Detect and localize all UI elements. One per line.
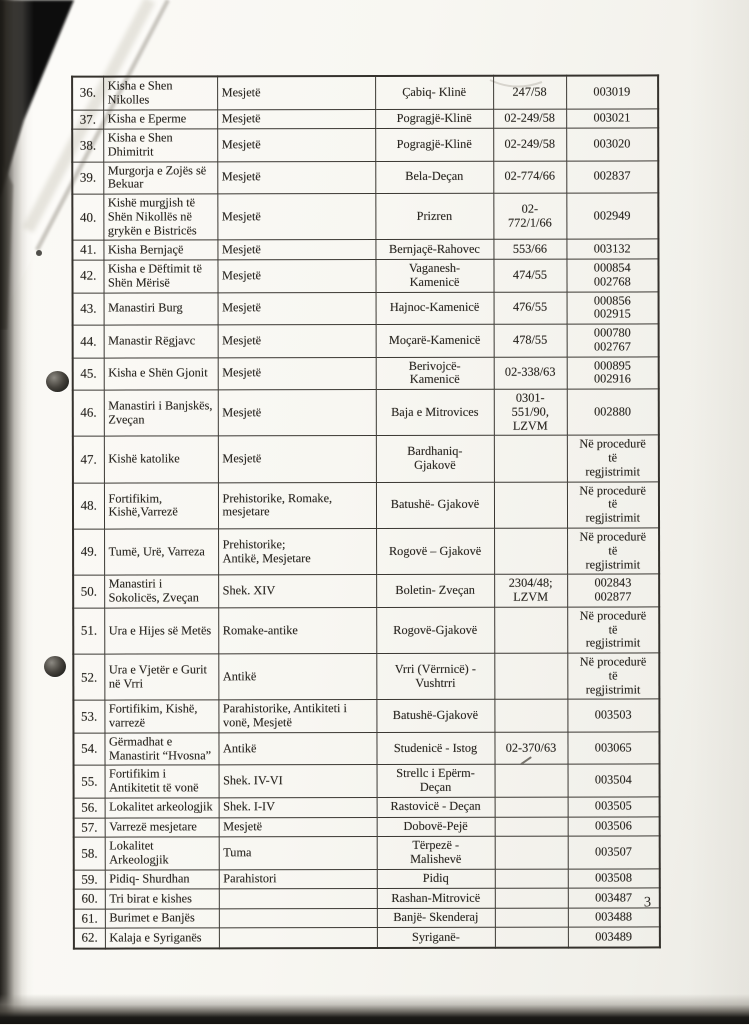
cell-location: Strellc i Epërm- Deçan bbox=[377, 765, 495, 798]
cell-id: 002843 002877 bbox=[567, 574, 659, 607]
cell-id: 003508 bbox=[568, 869, 660, 889]
cell-ref: 02-338/63 bbox=[494, 357, 567, 390]
table-row bbox=[73, 607, 659, 655]
cell-no: 42. bbox=[72, 260, 103, 293]
cell-period: Parahistorike, Antikiteti i vonë, Mesjetë bbox=[218, 700, 376, 733]
cell-ref: 478/55 bbox=[494, 324, 567, 357]
cell-ref bbox=[494, 653, 567, 699]
cell-ref: 02-249/58 bbox=[493, 128, 566, 161]
cell-name: Manastiri Burg bbox=[104, 292, 218, 325]
cell-no: 60. bbox=[74, 889, 105, 909]
cell-ref bbox=[495, 927, 568, 947]
cell-id: 003506 bbox=[568, 816, 660, 836]
cell-no: 44. bbox=[73, 325, 104, 358]
cell-location: Studenicë - Istog bbox=[376, 732, 494, 765]
cell-id: 002837 bbox=[566, 161, 658, 194]
cell-name: Pidiq- Shurdhan bbox=[105, 869, 219, 889]
cell-location: Rogovë – Gjakovë bbox=[376, 528, 494, 575]
table-row bbox=[73, 574, 659, 608]
cell-period: Mesjetë bbox=[218, 325, 376, 358]
cell-location: Batushë- Gjakovë bbox=[376, 482, 494, 529]
cell-period: Mesjetë bbox=[218, 390, 376, 437]
table-row bbox=[73, 653, 659, 701]
cell-id: Në procedurë të regjistrimit bbox=[567, 653, 659, 699]
cell-name: Tri birat e kishes bbox=[105, 889, 219, 909]
cell-id: 000854 002768 bbox=[566, 259, 658, 292]
cell-ref bbox=[494, 700, 567, 733]
table-row bbox=[74, 869, 660, 890]
cell-name: Gërmadhat e Manastirit “Hvosna” bbox=[104, 733, 218, 766]
cell-id: Në procedurë të regjistrimit bbox=[567, 482, 659, 528]
cell-no: 59. bbox=[74, 870, 105, 890]
table-row bbox=[73, 324, 659, 358]
cell-name: Ura e Hijes së Metës bbox=[104, 608, 218, 655]
cell-no: 50. bbox=[73, 575, 104, 608]
cell-id: 003504 bbox=[568, 764, 660, 797]
cell-period: Mesjetë bbox=[218, 292, 376, 325]
table-row bbox=[73, 389, 659, 437]
cell-location: Pogragjë-Klinë bbox=[375, 128, 493, 161]
table-row bbox=[74, 888, 660, 909]
cell-ref bbox=[495, 908, 568, 928]
cell-period: Prehistorike; Antikë, Mesjetare bbox=[218, 528, 376, 575]
table-row bbox=[72, 108, 658, 129]
cell-no: 47. bbox=[73, 436, 104, 482]
cell-no: 46. bbox=[73, 390, 104, 436]
cell-name: Kisha e Shën Gjonit bbox=[104, 357, 218, 390]
cell-location: Hajnoc-Kamenicë bbox=[376, 292, 494, 325]
cell-period: Mesjetë bbox=[217, 129, 375, 162]
cell-period: Shek. IV-VI bbox=[219, 765, 377, 798]
cell-ref: 476/55 bbox=[494, 292, 567, 325]
cell-no: 57. bbox=[74, 818, 105, 838]
cell-ref bbox=[495, 888, 568, 908]
cell-no: 55. bbox=[74, 766, 105, 799]
cell-name: Burimet e Banjës bbox=[105, 909, 219, 929]
cell-ref: 0301- 551/90, LZVM bbox=[494, 389, 567, 435]
table-row bbox=[73, 699, 659, 733]
cell-period: Mesjetë bbox=[217, 109, 375, 129]
cell-location: Moçarë-Kamenicë bbox=[376, 324, 494, 357]
cell-period: Antikë bbox=[218, 732, 376, 765]
cell-location: Banjë- Skenderaj bbox=[377, 908, 495, 928]
cell-no: 52. bbox=[73, 654, 104, 700]
cell-ref bbox=[494, 607, 567, 653]
cell-location: Vaganesh- Kamenicë bbox=[375, 259, 493, 292]
cell-name: Kishë murgjish të Shën Nikollës në grykën e Bistricës bbox=[103, 194, 217, 241]
cell-name: Fortifikim, Kishë,Varrezë bbox=[104, 483, 218, 530]
cell-period: Tuma bbox=[219, 837, 377, 870]
pen-mark bbox=[520, 757, 532, 765]
cell-name: Tumë, Urë, Varreza bbox=[104, 529, 218, 576]
cell-id: Në procedurë të regjistrimit bbox=[567, 528, 659, 574]
cell-location: Pogragjë-Klinë bbox=[375, 109, 493, 129]
cell-name: Manastiri i Banjskës, Zveçan bbox=[104, 390, 218, 437]
cell-name: Kisha e Shen Nikolles bbox=[103, 76, 217, 109]
table-row bbox=[74, 797, 660, 818]
cell-id: 000895 002916 bbox=[567, 356, 659, 389]
cell-no: 41. bbox=[72, 241, 103, 261]
cell-id: 000780 002767 bbox=[567, 324, 659, 357]
page-number: 3 bbox=[643, 894, 652, 911]
cell-location: Bela-Deçan bbox=[375, 161, 493, 194]
cell-id: 003507 bbox=[568, 836, 660, 869]
cell-no: 37. bbox=[72, 110, 103, 130]
table-row bbox=[74, 764, 660, 798]
cell-ref bbox=[494, 436, 567, 482]
table-row bbox=[74, 927, 660, 948]
table-row bbox=[74, 816, 660, 837]
cell-period: Mesjetë bbox=[217, 161, 375, 194]
table-row bbox=[73, 732, 659, 766]
monuments-table bbox=[71, 74, 661, 949]
cell-period: Mesjetë bbox=[219, 817, 377, 837]
table-row bbox=[74, 908, 660, 929]
cell-no: 39. bbox=[72, 162, 103, 195]
cell-no: 36. bbox=[72, 77, 103, 110]
monuments-table-body bbox=[72, 75, 660, 948]
cell-location: Boletin- Zveçan bbox=[376, 575, 494, 608]
cell-period bbox=[219, 889, 377, 909]
cell-id: 003505 bbox=[568, 797, 660, 817]
cell-ref bbox=[494, 528, 567, 574]
cell-location: Rashan-Mitrovicë bbox=[377, 888, 495, 908]
cell-name: Kisha e Dëftimit të Shën Mërisë bbox=[103, 260, 217, 293]
cell-ref bbox=[495, 765, 568, 798]
table-row bbox=[72, 75, 658, 109]
cell-period: Parahistori bbox=[219, 869, 377, 889]
cell-name: Lokalitet arkeologjik bbox=[105, 798, 219, 818]
cell-location: Berivojcë- Kamenicë bbox=[376, 357, 494, 390]
cell-id: 003487 bbox=[568, 888, 660, 908]
cell-no: 40. bbox=[72, 194, 103, 240]
cell-no: 54. bbox=[73, 733, 104, 766]
table-row bbox=[73, 528, 659, 576]
cell-id: 003065 bbox=[567, 732, 659, 765]
cell-period: Shek. I-IV bbox=[219, 798, 377, 818]
cell-location: Tërpezë - Malishevë bbox=[377, 836, 495, 869]
cell-period: Mesjetë bbox=[217, 240, 375, 260]
cell-id: 003021 bbox=[566, 108, 658, 128]
table-row bbox=[72, 239, 658, 260]
cell-no: 43. bbox=[73, 293, 104, 326]
cell-name: Kalaja e Syriganës bbox=[105, 928, 219, 948]
cell-name: Kishë katolike bbox=[104, 436, 218, 483]
table-row bbox=[72, 193, 658, 241]
cell-location: Syriganë- bbox=[377, 928, 495, 948]
table-row bbox=[73, 356, 659, 390]
cell-name: Kisha e Shen Dhimitrit bbox=[103, 129, 217, 162]
cell-no: 48. bbox=[73, 483, 104, 529]
cell-name: Kisha Bernjaçë bbox=[103, 240, 217, 260]
cell-name: Lokalitet Arkeologjik bbox=[105, 837, 219, 870]
cell-no: 56. bbox=[74, 798, 105, 818]
cell-ref bbox=[495, 797, 568, 817]
cell-period bbox=[219, 928, 377, 948]
cell-name: Manastiri i Sokolicës, Zveçan bbox=[104, 575, 218, 608]
cell-period: Mesjetë bbox=[218, 436, 376, 483]
cell-id: Në procedurë të regjistrimit bbox=[567, 607, 659, 653]
cell-name: Murgorja e Zojës së Bekuar bbox=[103, 161, 217, 194]
cell-location: Dobovë-Pejë bbox=[377, 817, 495, 837]
cell-id: Në procedurë të regjistrimit bbox=[567, 435, 659, 481]
cell-period bbox=[219, 908, 377, 928]
cell-ref: 02- 772/1/66 bbox=[493, 193, 566, 239]
cell-period: Antikë bbox=[218, 654, 376, 701]
cell-id: 003132 bbox=[566, 239, 658, 259]
cell-ref bbox=[495, 869, 568, 889]
table-row bbox=[73, 291, 659, 325]
cell-location: Prizren bbox=[375, 193, 493, 240]
cell-no: 61. bbox=[74, 909, 105, 929]
cell-period: Mesjetë bbox=[217, 259, 375, 292]
cell-name: Fortifikim i Antikitetit të vonë bbox=[105, 765, 219, 798]
cell-id: 003020 bbox=[566, 128, 658, 161]
cell-location: Bardhaniq- Gjakovë bbox=[376, 436, 494, 483]
cell-ref: 02-249/58 bbox=[493, 109, 566, 129]
table-row bbox=[74, 836, 660, 870]
cell-ref: 02-774/66 bbox=[493, 161, 566, 194]
cell-location: Rogovë-Gjakovë bbox=[376, 607, 494, 654]
cell-id: 003503 bbox=[567, 699, 659, 732]
cell-location: Batushë-Gjakovë bbox=[376, 700, 494, 733]
cell-ref: 02-370/63 bbox=[494, 732, 567, 765]
cell-location: Rastovicë - Deçan bbox=[377, 797, 495, 817]
cell-no: 51. bbox=[73, 608, 104, 654]
cell-no: 45. bbox=[73, 358, 104, 391]
cell-no: 58. bbox=[74, 837, 105, 870]
cell-id: 003019 bbox=[566, 75, 658, 108]
cell-no: 53. bbox=[73, 700, 104, 733]
cell-period: Romake-antike bbox=[218, 607, 376, 654]
cell-name: Fortifikim, Kishë, varrezë bbox=[104, 700, 218, 733]
cell-ref: 247/58 bbox=[493, 76, 566, 109]
cell-location: Baja e Mitrovices bbox=[376, 389, 494, 436]
cell-ref: 2304/48; LZVM bbox=[494, 574, 567, 607]
cell-name: Kisha e Eperme bbox=[103, 109, 217, 129]
cell-no: 62. bbox=[74, 928, 105, 948]
cell-period: Prehistorike, Romake, mesjetare bbox=[218, 482, 376, 529]
cell-id: 003488 bbox=[568, 908, 660, 928]
cell-id: 002949 bbox=[566, 193, 658, 239]
cell-name: Varrezë mesjetare bbox=[105, 817, 219, 837]
cell-location: Vrri (Vërrnicë) - Vushtrri bbox=[376, 653, 494, 700]
cell-no: 49. bbox=[73, 529, 104, 575]
cell-id: 003489 bbox=[568, 927, 660, 947]
cell-period: Mesjetë bbox=[217, 194, 375, 241]
cell-period: Shek. XIV bbox=[218, 575, 376, 608]
cell-location: Bernjaçë-Rahovec bbox=[375, 240, 493, 260]
cell-ref bbox=[495, 817, 568, 837]
table-row bbox=[73, 482, 659, 530]
cell-name: Manastir Rëgjavc bbox=[104, 325, 218, 358]
cell-id: 000856 002915 bbox=[567, 291, 659, 324]
cell-name: Ura e Vjetër e Gurit në Vrri bbox=[104, 654, 218, 701]
cell-ref bbox=[494, 482, 567, 528]
table-row bbox=[72, 259, 658, 293]
table-row bbox=[72, 128, 658, 162]
cell-location: Pidiq bbox=[377, 869, 495, 889]
cell-id: 002880 bbox=[567, 389, 659, 435]
cell-ref: 474/55 bbox=[493, 259, 566, 292]
cell-no: 38. bbox=[72, 129, 103, 162]
cell-ref: 553/66 bbox=[493, 240, 566, 260]
cell-ref bbox=[495, 836, 568, 869]
cell-location: Çabiq- Klinë bbox=[375, 76, 493, 109]
cell-period: Mesjetë bbox=[218, 357, 376, 390]
table-row bbox=[72, 161, 658, 195]
table-row bbox=[73, 435, 659, 483]
cell-period: Mesjetë bbox=[217, 76, 375, 109]
